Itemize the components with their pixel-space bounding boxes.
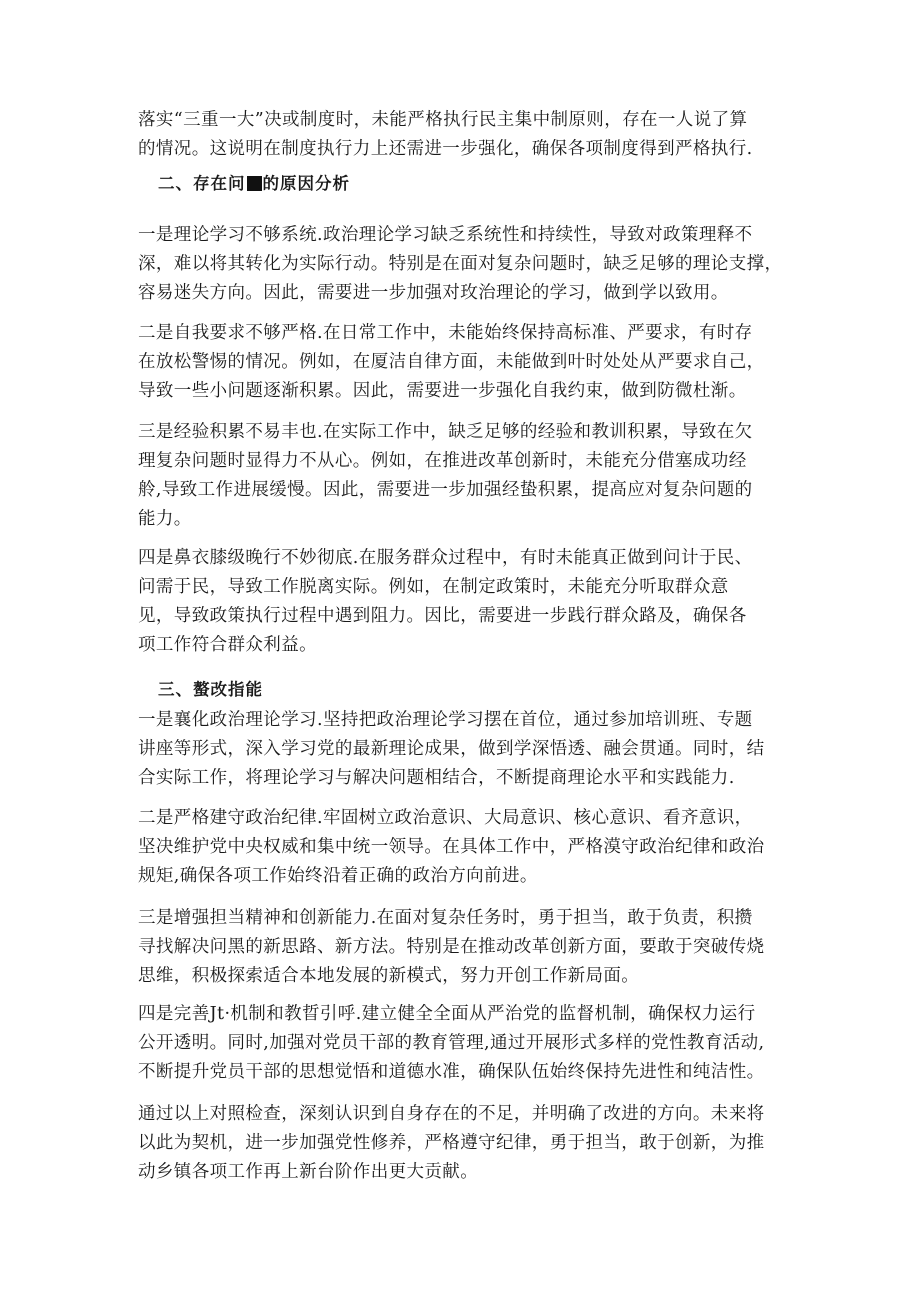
paragraph-theory-study — [138, 221, 786, 308]
text-line: 坚决维护党中央权威和集中统一领导。在具体工作中，严格漠守政治纪律和政治 — [138, 837, 765, 857]
text-line: 以此为契机，进一步加强党性修养，严格遵守纪律，勇于担当，敢于创新，为推 — [138, 1133, 765, 1153]
section-heading-rectification: 三、螯改指能 — [158, 680, 263, 699]
text-line: 的情况。这说明在制度执行力上还需进一步强化，确保各项制度得到严格执行. — [138, 139, 753, 159]
text-line: 通过以上对照检查，深刻认识到自身存在的不足，并明确了改进的方向。未来将 — [138, 1104, 765, 1124]
text-line: 一是理论学习不够系统.政治理论学习缺乏系统性和持续性，导致对政策理释不 — [138, 225, 753, 245]
text-line: 二是严格建守政治纪律.牢固树立政治意识、大局意识、核心意识、看齐意识， — [138, 808, 753, 828]
heading-text-part: 的原因分析 — [262, 174, 350, 193]
paragraph-supervision — [138, 1000, 786, 1087]
text-line: 深，难以将其转化为实际行动。特别是在面对复杂问题时，缺乏足够的理论支撑， — [138, 254, 783, 274]
text-line: 公开透明。同时,加强对党员干部的教育管理,通过开展形式多样的党性教育活动, — [138, 1033, 765, 1053]
redaction-mark — [247, 176, 262, 191]
text-line: 动乡镇各项工作再上新台阶作出更大贡献。 — [138, 1162, 479, 1182]
text-line: 三是增强担当精神和创新能力.在面对复杂任务时，勇于担当，敢于负责，积攒 — [138, 908, 753, 928]
text-line: 见，导致政策执行过程中遇到阻力。因比，需要进一步践行群众路及，确保各 — [138, 606, 747, 626]
paragraph-strengthen-theory — [138, 706, 786, 793]
text-line: 合实际工作，将理论学习与解决问题相结合，不断提商理论水平和实践能力. — [138, 768, 735, 788]
text-line: 理复杂问题时显得力不从心。例如，在推进改革创新时，未能充分借塞成功经 — [138, 451, 747, 471]
text-line: 不断提升党员干部的思想觉悟和道德水准，确保队伍始终保持先进性和纯洁性。 — [138, 1062, 765, 1082]
heading-text-part: 二、存在问 — [158, 174, 246, 193]
paragraph-self-discipline — [138, 319, 786, 406]
paragraph-mass-line — [138, 544, 786, 660]
paragraph-political-discipline — [138, 804, 786, 891]
intro-paragraph — [138, 106, 786, 164]
text-line: 二是自我要求不够严格.在日常工作中，未能始终保持高标准、严要求，有时存 — [138, 323, 753, 343]
text-line: 三是经验积累不易丰也.在实际工作中，缺乏足够的经验和教训积累，导致在欠 — [138, 422, 753, 442]
text-line: 落实“三重一大”决或制度时，未能严格执行民主集中制原则，存在一人说了算 — [138, 110, 748, 130]
text-line: 规矩,确保各项工作始终沿着正确的政治方向前进。 — [138, 866, 538, 886]
text-line: 思维，积极探索适合本地发展的新模式，努力开创工作新局面。 — [138, 966, 640, 986]
text-line: 在放松警惕的情况。例如，在厦洁自律方面，未能做到叶时处处从严要求自己， — [138, 352, 765, 372]
text-line: 四是鼻衣膝级晚行不妙彻底.在服务群众过程中，有时未能真正做到问计于民、 — [138, 548, 753, 568]
text-line: 导致一些小问题逐渐积累。因此，需要进一步强化自我约束，做到防微杜渐。 — [138, 381, 747, 401]
text-line: 四是完善Jt·机制和教晢引呼.建立健全全面从严治党的监督机制，确保权力运行 — [138, 1004, 756, 1024]
section-heading-cause-analysis — [158, 171, 350, 197]
text-line: 一是襄化政治理论学习.坚持把政治理论学习摆在首位，通过参加培训班、专题 — [138, 710, 753, 730]
paragraph-experience — [138, 418, 786, 534]
text-line: 问需于民，导致工作脱离实际。例如，在制定政策时，未能充分听取群众意 — [138, 577, 729, 597]
text-line: 舲,导致工作进展缓慢。因此，需要进一步加强经蛰积累，提高应对复杂问题的 — [138, 480, 753, 500]
text-line: 寻找解决问黑的新思路、新方法。特别是在推动改革创新方面，要敢于突破传烧 — [138, 937, 765, 957]
text-line: 能力。 — [138, 509, 192, 529]
text-line: 项工作符合群众利益。 — [138, 635, 317, 655]
paragraph-responsibility-innovation — [138, 904, 786, 991]
text-line: 容易迷失方向。因此，需要进一步加强对玫治理论的学习，做到学以致用。 — [138, 283, 729, 303]
text-line: 讲座等形式，深入学习党的最新理论成果，做到学深悟透、融会贯通。同时，结 — [138, 739, 765, 759]
paragraph-conclusion — [138, 1100, 786, 1187]
